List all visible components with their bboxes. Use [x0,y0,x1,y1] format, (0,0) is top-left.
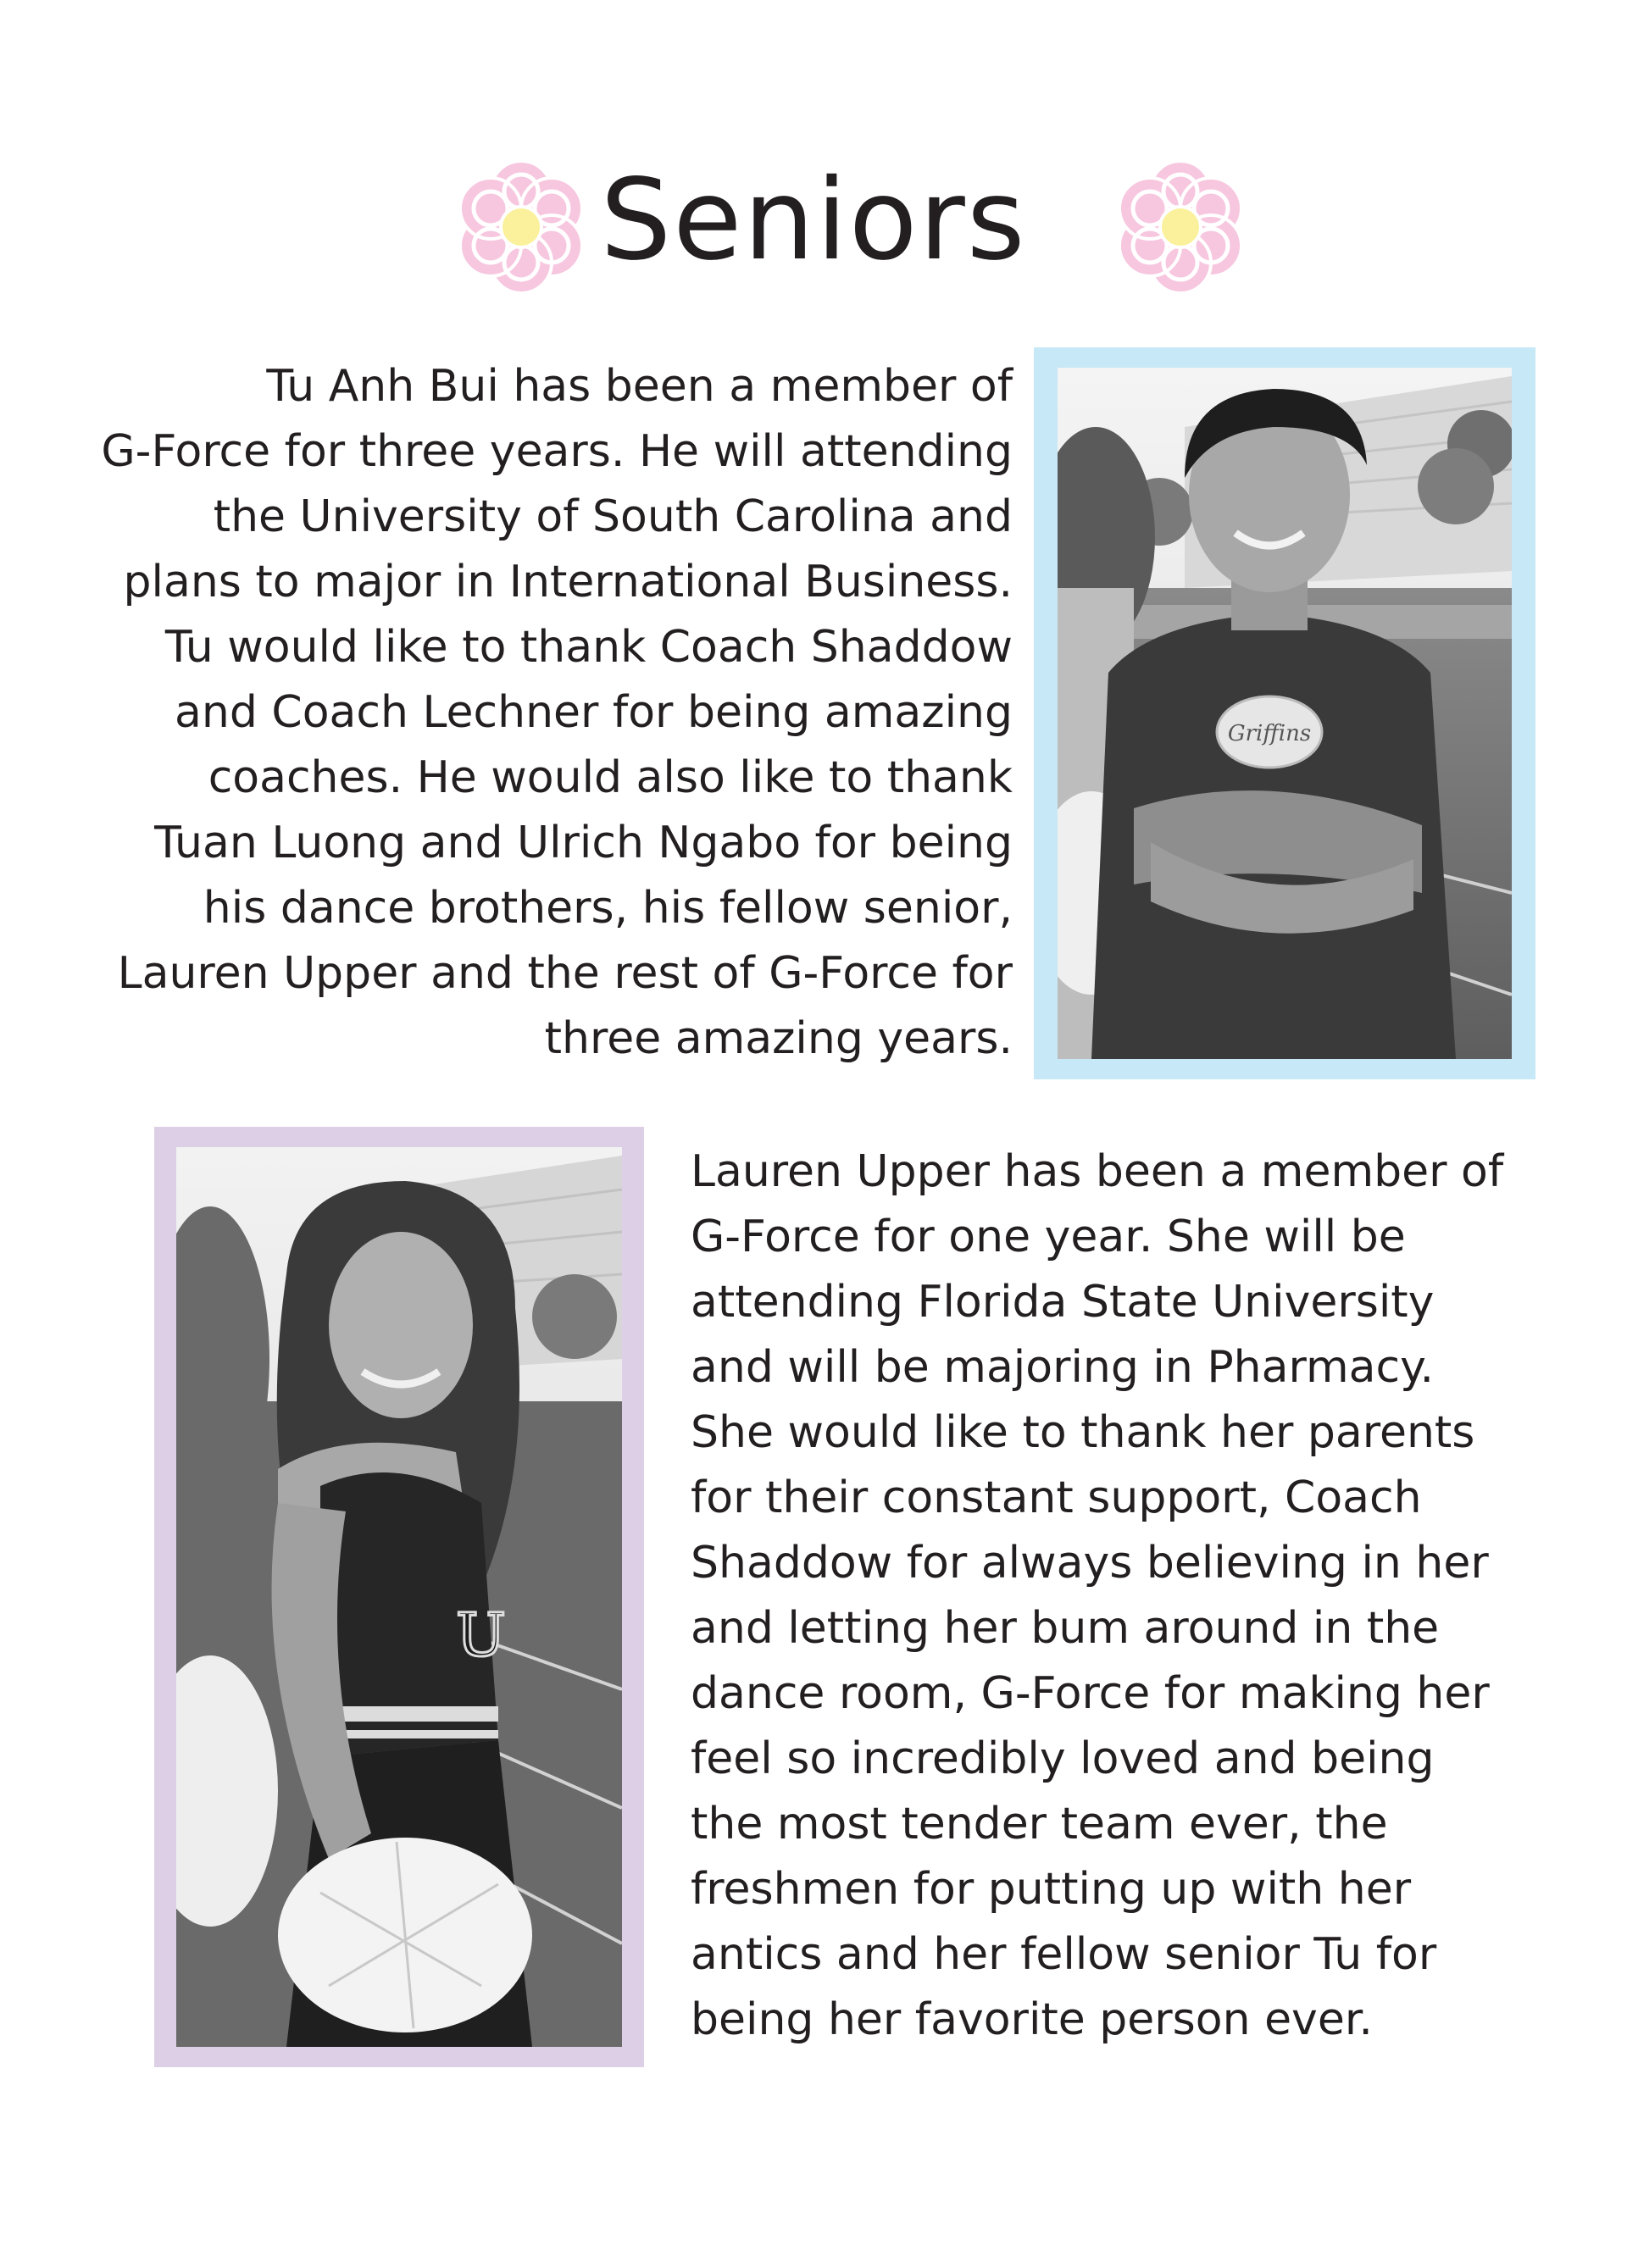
bio-line: and Coach Lechner for being amazing [175,687,1013,738]
senior-bio [691,1140,1572,2053]
bio-line: antics and her fellow senior Tu for [691,1929,1437,1980]
bio-line: plans to major in International Business. [123,557,1013,607]
senior-photo [1058,368,1512,1059]
bio-line: the University of South Carolina and [213,491,1013,542]
page-header [0,144,1627,305]
svg-text:Griffins: Griffins [1227,721,1312,746]
bio-line: coaches. He would also like to thank [208,752,1013,803]
bio-line: G-Force for one year. She will be [691,1212,1406,1262]
flower-icon [1113,159,1248,295]
bio-line: dance room, G-Force for making her [691,1668,1490,1719]
bio-line: She would like to thank her parents [691,1407,1475,1458]
bio-line: Tu would like to thank Coach Shaddow [164,622,1013,673]
bio-line: Lauren Upper and the rest of G-Force for [117,948,1013,999]
senior-photo [176,1147,622,2047]
bio-line: Lauren Upper has been a member of [691,1146,1504,1197]
bio-line: three amazing years. [544,1013,1013,1064]
bio-line: for their constant support, Coach [691,1472,1422,1523]
bio-line: Tu Anh Bui has been a member of [266,361,1013,412]
senior-photo-frame [1034,347,1535,1079]
senior-photo-frame [154,1127,644,2067]
bio-line: being her favorite person ever. [691,1994,1373,2045]
bio-line: G-Force for three years. He will attending [101,426,1013,477]
bio-line: Tuan Luong and Ulrich Ngabo for being [154,818,1013,868]
svg-text:U: U [456,1600,506,1670]
bio-line: and will be majoring in Pharmacy. [691,1342,1434,1393]
bio-line: freshmen for putting up with her [691,1864,1412,1915]
bio-line: Shaddow for always believing in her [691,1538,1489,1589]
bio-line: attending Florida State University [691,1277,1435,1328]
bio-line: feel so incredibly loved and being [691,1733,1435,1784]
bio-line: the most tender team ever, the [691,1799,1388,1849]
page-title: Seniors [600,155,1027,286]
bio-line: and letting her bum around in the [691,1603,1440,1654]
bio-line: his dance brothers, his fellow senior, [203,883,1013,934]
senior-bio [68,354,1013,1072]
